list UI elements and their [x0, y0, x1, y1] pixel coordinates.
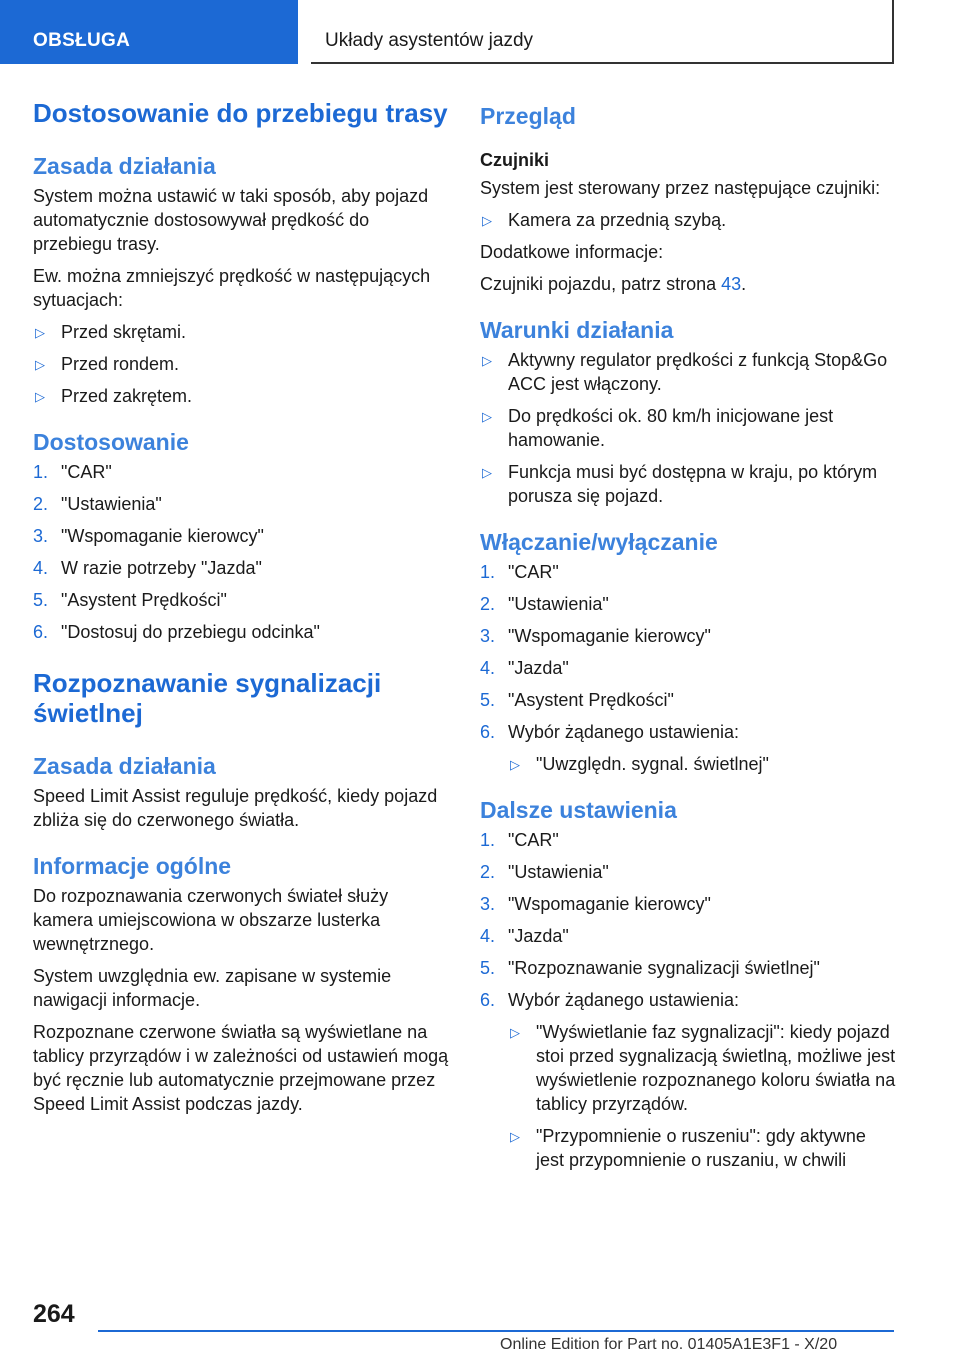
list-item: 6. Wybór żądanego ustawienia: ▷ "Wyświetlanie faz sygnalizacji": kiedy pojazd stoi przed sygnalizacją świetlną, możliwe jest wyświetlenie rozpoznanego koloru światła na tablicy przyrządów. ▷ "Przypomnienie o ruszeniu": gdy aktywne jest przypomnienie o ruszaniu, w chwili — [480, 988, 898, 1172]
list-item: 1. "CAR" — [33, 462, 112, 482]
footer-divider — [98, 1330, 894, 1332]
general-info-text-3: Rozpoznane czerwone światła są wyświetlane na tablicy przyrządów i w zależności od ustawień mogą być ręcznie lub automatycznie przejmowane przez Speed Limit Assist podczas jazdy. — [33, 1022, 449, 1114]
triangle-right-icon: ▷ — [35, 389, 45, 404]
list-item: 6. Wybór żądanego ustawienia: ▷ "Uwzględn. sygnal. świetlnej" — [480, 720, 898, 776]
section-label: OBSŁUGA — [33, 30, 131, 51]
triangle-right-icon: ▷ — [35, 357, 45, 372]
onoff-sub-list — [508, 752, 898, 776]
lights-title: Rozpoznawanie sygnalizacji świetlnej — [33, 668, 382, 728]
adjust-heading: Dostosowanie — [33, 429, 189, 455]
list-item: 3. "Wspomaganie kierowcy" — [480, 894, 711, 914]
list-item: ▷ Przed zakrętem. — [33, 384, 451, 408]
triangle-right-icon: ▷ — [35, 325, 45, 340]
list-item: ▷ "Przypomnienie o ruszeniu": gdy aktywne jest przypomnienie o ruszaniu, w chwili — [510, 1126, 866, 1170]
list-item: 2. "Ustawienia" — [480, 594, 609, 614]
conditions-heading: Warunki działania — [480, 317, 674, 343]
route-title: Dostosowanie do przebiegu trasy — [33, 98, 448, 128]
left-column — [33, 98, 451, 1124]
list-item: 6. "Dostosuj do przebiegu odcinka" — [33, 622, 320, 642]
page-number: 264 — [33, 1300, 75, 1328]
triangle-right-icon: ▷ — [482, 353, 492, 368]
chapter-label: Układy asystentów jazdy — [325, 30, 534, 51]
list-item: ▷ Aktywny regulator prędkości z funkcją Stop&Go ACC jest włączony. — [482, 350, 888, 394]
adjust-steps — [33, 460, 451, 644]
list-item: 5. "Asystent Prędkości" — [33, 590, 227, 610]
triangle-right-icon: ▷ — [482, 213, 492, 228]
route-principle-text: System można ustawić w taki sposób, aby pojazd automatycznie dostosowywał prędkość do przebiegu trasy. — [33, 186, 429, 254]
chapter-tab — [311, 0, 894, 64]
right-column — [480, 98, 898, 1180]
lights-principle-heading: Zasada działania — [33, 753, 216, 779]
list-item: 2. "Ustawienia" — [33, 494, 162, 514]
onoff-heading: Włączanie/wyłączanie — [480, 529, 718, 555]
route-principle-text-2: Ew. można zmniejszyć prędkość w następujących sytuacjach: — [33, 266, 431, 310]
list-item: 5. "Asystent Prędkości" — [480, 690, 674, 710]
list-item: ▷ "Uwzględn. sygnal. świetlnej" — [508, 752, 898, 776]
triangle-right-icon: ▷ — [510, 1025, 520, 1040]
list-item: ▷ "Wyświetlanie faz sygnalizacji": kiedy pojazd stoi przed sygnalizacją świetlną, możliwe jest wyświetlenie rozpoznanego koloru światła na tablicy przyrządów. — [510, 1022, 896, 1114]
section-tab — [0, 0, 298, 64]
extra-info-label: Dodatkowe informacje: — [480, 242, 664, 262]
list-item: 4. "Jazda" — [480, 658, 569, 678]
triangle-right-icon: ▷ — [510, 757, 520, 772]
lights-principle-text: Speed Limit Assist reguluje prędkość, kiedy pojazd zbliża się do czerwonego światła. — [33, 786, 438, 830]
sensors-reference: Czujniki pojazdu, patrz strona 43. — [480, 274, 747, 294]
conditions-list — [480, 348, 898, 508]
edition-footer: Online Edition for Part no. 01405A1E3F1 - X/20 — [500, 1336, 838, 1353]
list-item: ▷ Przed skrętami. — [33, 320, 451, 344]
list-item: 3. "Wspomaganie kierowcy" — [33, 526, 264, 546]
general-info-heading: Informacje ogólne — [33, 853, 232, 879]
triangle-right-icon: ▷ — [482, 409, 492, 424]
list-item: ▷ Przed rondem. — [33, 352, 451, 376]
list-item: ▷ Funkcja musi być dostępna w kraju, po którym porusza się pojazd. — [482, 462, 878, 506]
sensors-list — [480, 208, 898, 232]
further-sub-list — [508, 1020, 898, 1172]
list-item: 4. "Jazda" — [480, 926, 569, 946]
list-item: 5. "Rozpoznawanie sygnalizacji świetlnej" — [480, 958, 820, 978]
list-item: 2. "Ustawienia" — [480, 862, 609, 882]
triangle-right-icon: ▷ — [510, 1129, 520, 1144]
triangle-right-icon: ▷ — [482, 465, 492, 480]
general-info-text-2: System uwzględnia ew. zapisane w systemie nawigacji informacje. — [33, 966, 392, 1010]
onoff-steps — [480, 560, 898, 776]
page-reference-link[interactable]: 43 — [721, 274, 742, 294]
list-item: 1. "CAR" — [480, 830, 559, 850]
further-settings-heading: Dalsze ustawienia — [480, 797, 677, 823]
sensors-heading: Czujniki — [480, 150, 550, 170]
list-item: ▷ Do prędkości ok. 80 km/h inicjowane jest hamowanie. — [482, 406, 834, 450]
route-principle-heading: Zasada działania — [33, 153, 216, 179]
list-item: ▷ Kamera za przednią szybą. — [480, 208, 898, 232]
list-item: 1. "CAR" — [480, 562, 559, 582]
further-steps — [480, 828, 898, 1172]
list-item: 3. "Wspomaganie kierowcy" — [480, 626, 711, 646]
sensors-text: System jest sterowany przez następujące czujniki: — [480, 178, 881, 198]
overview-heading: Przegląd — [480, 103, 576, 129]
situations-list — [33, 320, 451, 408]
list-item: 4. W razie potrzeby "Jazda" — [33, 558, 262, 578]
general-info-text-1: Do rozpoznawania czerwonych świateł służy kamera umiejscowiona w obszarze lusterka wewnętrznego. — [33, 886, 389, 954]
